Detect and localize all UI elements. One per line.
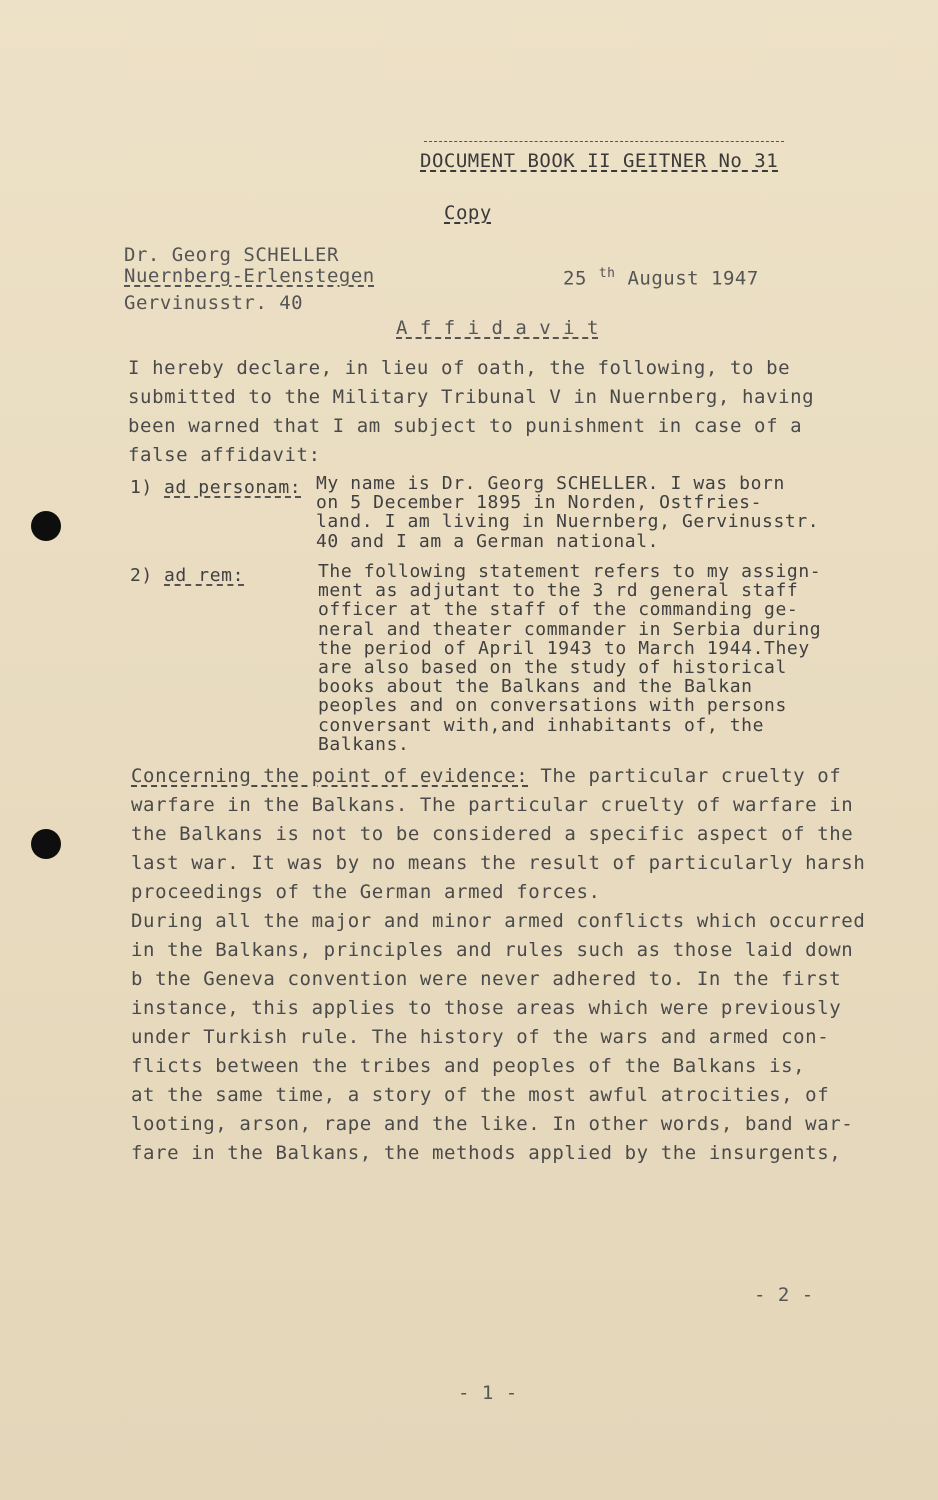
item-1-line: land. I am living in Nuernberg, Gervinusstr. [316, 511, 820, 533]
date-suffix: th [598, 266, 616, 281]
item-2-line: are also based on the study of historical [318, 657, 787, 679]
evidence-line: instance, this applies to those areas which were previously [131, 997, 842, 1019]
date [563, 266, 759, 289]
header-rule-top [424, 141, 784, 142]
copy-label: Copy [444, 202, 492, 224]
next-page-marker: - 2 - [754, 1284, 814, 1306]
evidence-line: under Turkish rule. The history of the wars and armed con- [131, 1026, 830, 1048]
item-2-line: The following statement refers to my assign- [318, 561, 822, 582]
evidence-line: in the Balkans, principles and rules such as those laid down [131, 939, 854, 961]
item-2-body [318, 562, 821, 754]
item-2-line: conversant with,and inhabitants of, the [318, 714, 765, 736]
date-day: 25 [563, 267, 587, 290]
affidavit-title: A f f i d a v i t [396, 317, 599, 339]
intro-paragraph [128, 354, 868, 470]
evidence-line: last war. It was by no means the result of particularly harsh [131, 852, 866, 874]
sender-city: Nuernberg-Erlenstegen [124, 265, 375, 287]
page-number: - 1 - [458, 1382, 518, 1404]
evidence-line: the Balkans is not to be considered a specific aspect of the [131, 823, 854, 845]
item-2-line: books about the Balkans and the Balkan [318, 676, 753, 698]
evidence-line: warfare in the Balkans. The particular cruelty of warfare in [131, 794, 854, 816]
item-2-line: neral and theater commander in Serbia during [318, 618, 822, 640]
evidence-paragraph [131, 762, 871, 1168]
item-2-line: ment as adjutant to the 3 rd general staff [318, 580, 799, 602]
evidence-line: fare in the Balkans, the methods applied by the insurgents, [131, 1142, 842, 1164]
intro-line: false affidavit: [128, 444, 321, 466]
item-2-line: officer at the staff of the commanding ge- [318, 599, 799, 621]
evidence-heading: Concerning the point of evidence: [131, 765, 529, 787]
item-1-line: 40 and I am a German national. [316, 530, 660, 552]
evidence-first-line [131, 762, 871, 791]
item-1-number: 1) [130, 477, 153, 498]
evidence-line: looting, arson, rape and the like. In other words, band war- [131, 1113, 854, 1135]
item-1-body [316, 474, 819, 551]
evidence-line: During all the major and minor armed conflicts which occurred [131, 910, 866, 932]
item-1-line: My name is Dr. Georg SCHELLER. I was born [316, 473, 785, 494]
item-2-number: 2) [130, 565, 153, 586]
intro-line: submitted to the Military Tribunal V in Nuernberg, having [128, 386, 815, 408]
item-2-heading: ad rem: [164, 565, 245, 586]
item-2-line: Balkans. [318, 733, 410, 755]
item-1-line: on 5 December 1895 in Norden, Ostfries- [316, 492, 763, 514]
item-2-line: the period of April 1943 to March 1944.They [318, 637, 810, 659]
evidence-line: at the same time, a story of the most awful atrocities, of [131, 1084, 830, 1106]
punch-hole-bottom [31, 829, 61, 859]
evidence-line: flicts between the tribes and peoples of the Balkans is, [131, 1055, 806, 1077]
evidence-line: b the Geneva convention were never adhered to. In the first [131, 968, 842, 990]
item-2-line: peoples and on conversations with persons [318, 695, 787, 717]
item-1-heading: ad personam: [164, 477, 302, 498]
punch-hole-top [31, 511, 61, 541]
sender-street: Gervinusstr. 40 [124, 292, 304, 314]
date-month-year: August 1947 [627, 267, 759, 290]
evidence-line: proceedings of the German armed forces. [131, 881, 601, 903]
sender-name: Dr. Georg SCHELLER [124, 244, 339, 266]
intro-line: I hereby declare, in lieu of oath, the following, to be [128, 357, 791, 379]
document-reference: DOCUMENT BOOK II GEITNER No 31 [420, 150, 779, 172]
intro-line: been warned that I am subject to punishment in case of a [128, 415, 803, 437]
evidence-first-line-rest: The particular cruelty of [528, 765, 842, 787]
